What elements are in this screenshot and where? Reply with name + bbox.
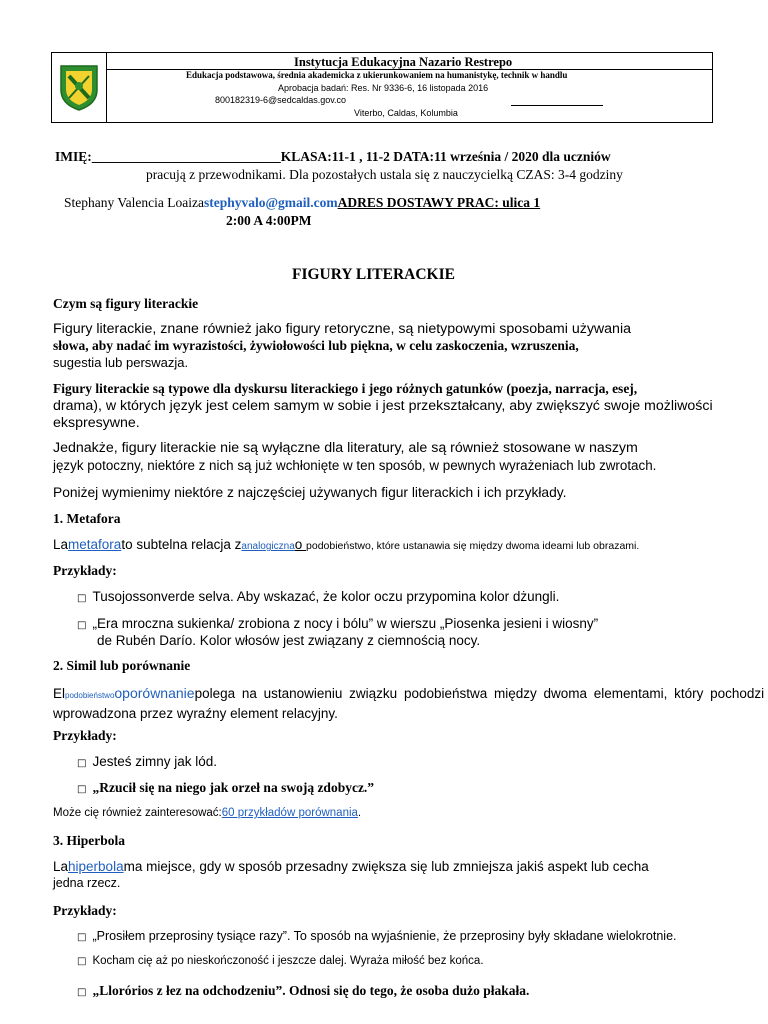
teacher-email-link[interactable]: stephyvalo@gmail.com — [203, 195, 338, 210]
simil-example-1 — [77, 754, 217, 769]
metafora-examples-label: Przykłady: — [53, 563, 117, 578]
logo-cell — [52, 53, 107, 122]
intro-p2-line1: Figury literackie są typowe dla dyskursu literackiego i jego różnych gatunków (poezja, narracja, esej, — [53, 381, 638, 396]
hiperbola-definition — [53, 859, 649, 874]
metafora-ex2-text: „Era mroczna sukienka/ zrobiona z nocy i bólu” w wierszu „Piosenka jesieni i wiosny” — [92, 616, 599, 631]
hiperbola-heading: 3. Hiperbola — [53, 833, 126, 848]
intro-p1-line2: słowa, aby nadać im wyrazistości, żywiołowości lub piękna, w celu zaskoczenia, wzruszenia, — [53, 338, 579, 353]
intro-p2-line2: drama), w których język jest celem samym w sobie i jest przekształcany, aby zwiększyć swoje możliwości — [53, 398, 713, 414]
metafora-ex1-text: Tusojossonverde selva. Aby wskazać, że kolor oczu przypomina kolor dżungli. — [92, 589, 560, 604]
hiperbola-def-text-a: ma miejsce, gdy w sposób przesadny zwiększa się lub zmniejsza jakiś aspekt lub cecha — [123, 859, 649, 874]
metafora-def-text2: podobieństwo, które ustanawia się między dwoma ideami lub obrazami. — [306, 540, 640, 552]
checkbox-icon: □ — [77, 758, 87, 769]
checkbox-icon: □ — [77, 987, 87, 998]
header-location: Viterbo, Caldas, Kolumbia — [354, 108, 458, 118]
hiperbola-example-1 — [77, 929, 677, 943]
metafora-heading: 1. Metafora — [53, 511, 121, 526]
simil-ex2-text: „Rzucił się na niego jak orzeł na swoją zdobycz.” — [92, 780, 375, 795]
intro-heading: Czym są figury literackie — [53, 296, 199, 311]
class-date: KLASA:11-1 , 11-2 DATA:11 września / 2020 dla uczniów — [280, 149, 611, 164]
intro-p4: Poniżej wymienimy niektóre z najczęściej używanych figur literackich i ich przykłady. — [53, 485, 567, 500]
metafora-example-1 — [77, 588, 559, 607]
simil-examples-label: Przykłady: — [53, 728, 117, 743]
intro-p1-line1: Figury literackie, znane również jako figury retoryczne, są nietypowymi sposobami używania — [53, 321, 631, 337]
education-line: Edukacja podstawowa, średnia akademicka z ukierunkowaniem na humanistykę, technik w handlu — [186, 70, 568, 80]
metafora-def-la: La — [53, 537, 69, 552]
name-label: IMIĘ: — [55, 149, 92, 164]
address-label: ADRES DOSTAWY PRAC: ulica 1 — [337, 195, 541, 210]
school-crest-icon — [58, 64, 100, 112]
teacher-line — [64, 195, 540, 211]
hiperbola-examples-label: Przykłady: — [53, 903, 117, 918]
checkbox-icon: □ — [77, 620, 87, 631]
simil-ex1-text: Jesteś zimny jak lód. — [92, 754, 217, 769]
simil-example-2 — [77, 780, 374, 796]
header-table — [51, 52, 713, 123]
also-interest-line — [53, 807, 361, 819]
simil-heading: 2. Simil lub porównanie — [53, 658, 191, 673]
hiperbola-definition-cont: jedna rzecz. — [53, 876, 121, 890]
hiperbola-example-2 — [77, 955, 484, 967]
name-blank[interactable]: ____________________________ — [91, 149, 281, 164]
hiperbola-ex1-text: „Prosiłem przeprosiny tysiące razy”. To sposób na wyjaśnienie, że przeprosiny były składane wielokrotnie. — [92, 929, 677, 943]
signature-line — [511, 105, 603, 106]
time-range: 2:00 A 4:00PM — [226, 213, 312, 228]
simil-definition — [53, 684, 765, 723]
simil-def-line2: wprowadzona przez wyraźny element relacyjny. — [53, 706, 338, 721]
simil-def-el: El — [53, 686, 66, 701]
also-text: Może cię również zainteresować: — [53, 807, 222, 819]
simil-def-text-a: polega na ustanowieniu związku podobieństwa między dwoma elementami, który pochodzi — [194, 686, 765, 701]
metafora-def-text1: to subtelna relacja z — [121, 537, 242, 552]
approval-line: Aprobacja badań: Res. Nr 9336-6, 16 listopada 2016 — [278, 83, 489, 93]
checkbox-icon: □ — [77, 593, 87, 604]
hiperbola-ex2-text: Kocham cię aż po nieskończoność i jeszcze dalej. Wyraża miłość bez końca. — [92, 955, 484, 967]
intro-p2-line3: ekspresywne. — [53, 415, 140, 431]
student-line-1 — [55, 149, 611, 165]
analogiczna-link[interactable]: analogiczna — [241, 541, 295, 552]
comparisons-link[interactable]: 60 przykładów porównania — [221, 807, 358, 819]
institution-name: Instytucja Edukacyjna Nazario Restrepo — [294, 55, 513, 69]
analogiczna-link-tail: o — [294, 537, 307, 552]
metafora-example-2-cont: de Rubén Darío. Kolor włosów jest związany z ciemnością nocy. — [97, 633, 481, 648]
hiperbola-ex3-text: „Llorórios z łez na odchodzeniu”. Odnosi się do tego, że osoba dużo płakała. — [92, 983, 530, 998]
checkbox-icon: □ — [77, 932, 87, 943]
page-title: FIGURY LITERACKIE — [292, 266, 455, 283]
hiperbola-link[interactable]: hiperbola — [68, 859, 124, 874]
header-email: 800182319-6@sedcaldas.gov.co — [215, 95, 347, 105]
checkbox-icon: □ — [77, 784, 87, 795]
intro-p3-line2: język potoczny, niektóre z nich są już wchłonięte w ten sposób, w pewnych wyrażeniach lub zwrotach. — [53, 458, 657, 473]
porownanie-link[interactable]: oporównanie — [114, 685, 195, 701]
intro-p3-line1: Jednakże, figury literackie nie są wyłączne dla literatury, ale są również stosowane w naszym — [53, 440, 638, 456]
student-line-2: pracują z przewodnikami. Dla pozostałych ustala się z nauczycielką CZAS: 3-4 godziny — [146, 167, 623, 182]
intro-p1-line3: sugestia lub perswazja. — [53, 355, 189, 370]
hiperbola-def-la: La — [53, 859, 69, 874]
hiperbola-example-3 — [77, 983, 529, 999]
podobienstwo-link[interactable]: podobieństwo — [65, 691, 115, 700]
also-end: . — [357, 807, 362, 819]
simil-def-line1 — [53, 684, 765, 705]
metafora-definition — [53, 537, 639, 552]
teacher-name: Stephany Valencia Loaiza — [64, 195, 204, 210]
metafora-link[interactable]: metafora — [68, 537, 122, 552]
checkbox-icon: □ — [77, 956, 87, 967]
